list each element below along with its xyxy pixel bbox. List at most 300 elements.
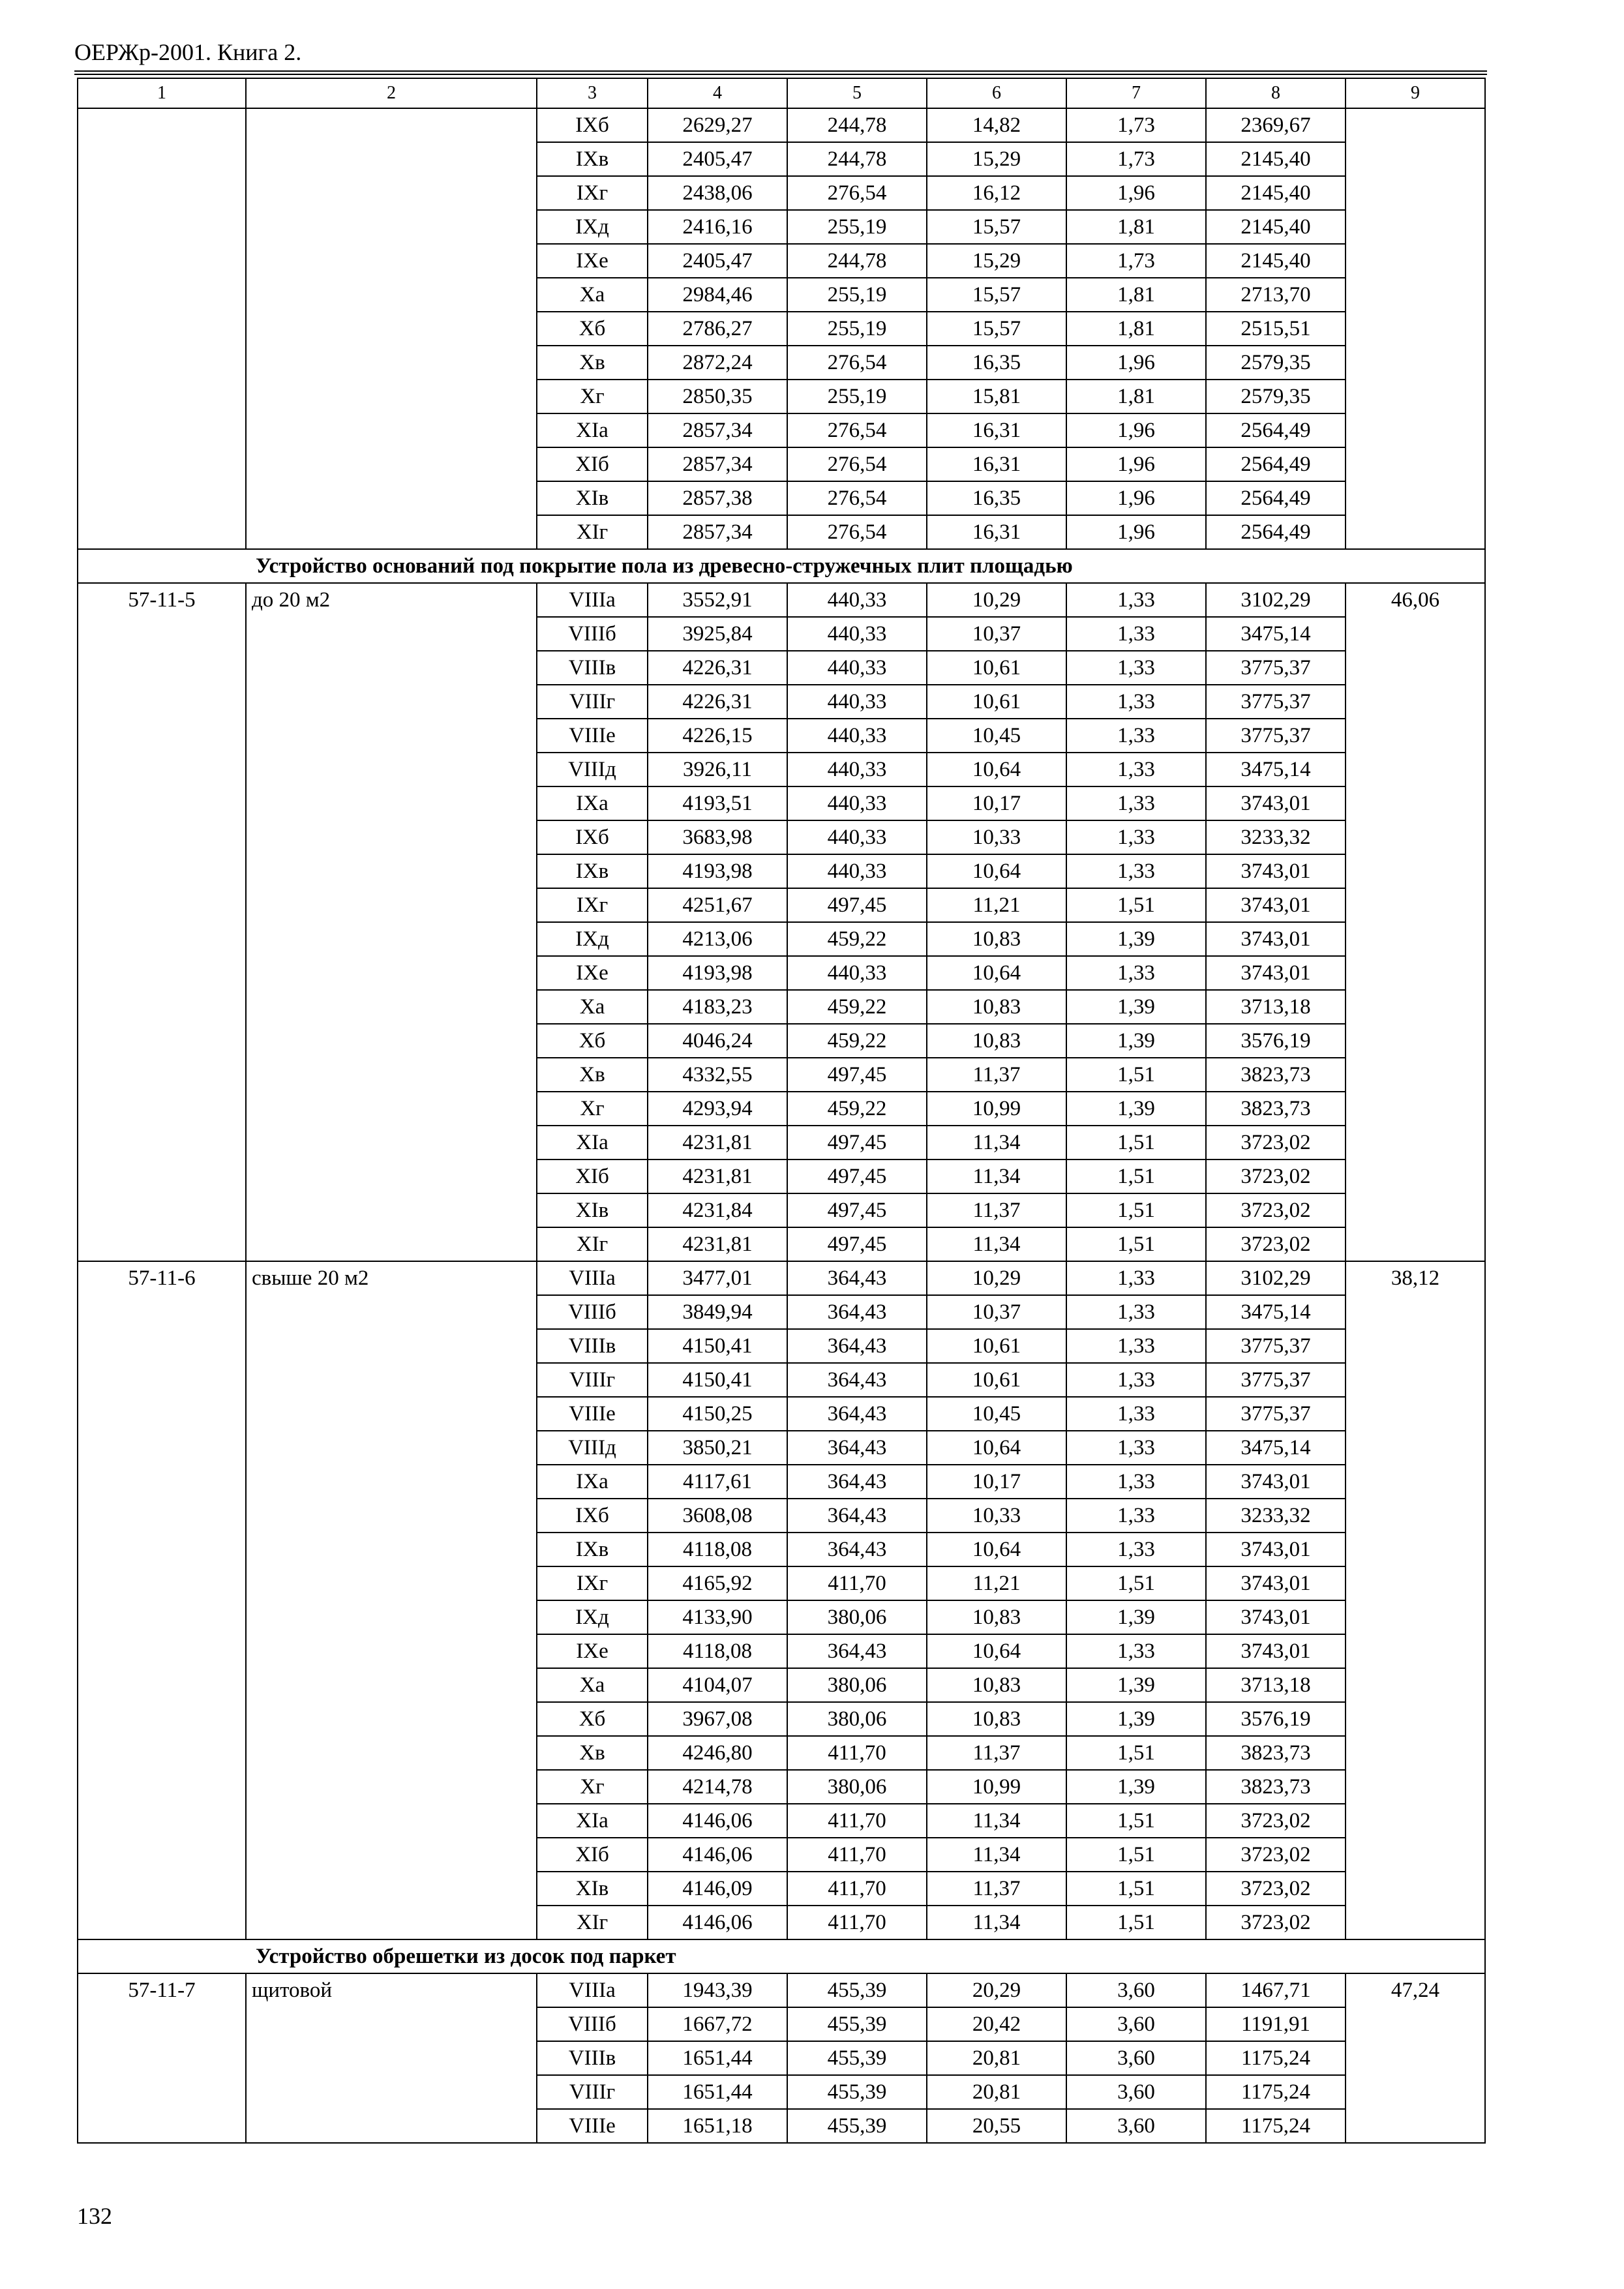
value-cell: IXд [537, 922, 648, 956]
col9-value-cell [1346, 108, 1485, 549]
value-cell: 4193,98 [648, 854, 787, 888]
value-cell: 380,06 [787, 1668, 927, 1702]
value-cell: 440,33 [787, 685, 927, 719]
value-cell: 15,29 [927, 142, 1066, 176]
value-cell: 497,45 [787, 1227, 927, 1261]
value-cell: 1,96 [1066, 176, 1206, 210]
value-cell: 3576,19 [1206, 1702, 1346, 1736]
value-cell: Xв [537, 346, 648, 380]
value-cell: 364,43 [787, 1431, 927, 1465]
work-description-cell: щитовой [246, 1973, 537, 2143]
table-row [78, 108, 1485, 142]
value-cell: 4146,09 [648, 1872, 787, 1906]
value-cell: 1,96 [1066, 346, 1206, 380]
value-cell: 4133,90 [648, 1600, 787, 1634]
value-cell: 4104,07 [648, 1668, 787, 1702]
value-cell: XIа [537, 1126, 648, 1159]
value-cell: 1,33 [1066, 1431, 1206, 1465]
value-cell: 411,70 [787, 1804, 927, 1838]
value-cell: IXд [537, 1600, 648, 1634]
value-cell: 4214,78 [648, 1770, 787, 1804]
value-cell: 3723,02 [1206, 1838, 1346, 1872]
value-cell: Xв [537, 1736, 648, 1770]
column-number-row [78, 78, 1485, 108]
value-cell: 1,39 [1066, 1668, 1206, 1702]
value-cell: XIб [537, 1838, 648, 1872]
value-cell: 3775,37 [1206, 651, 1346, 685]
value-cell: 255,19 [787, 278, 927, 312]
value-cell: 3823,73 [1206, 1770, 1346, 1804]
value-cell: 3775,37 [1206, 1397, 1346, 1431]
value-cell: 497,45 [787, 1159, 927, 1193]
value-cell: Xг [537, 380, 648, 413]
value-cell: 3849,94 [648, 1295, 787, 1329]
value-cell: 1,39 [1066, 1770, 1206, 1804]
value-cell: IXв [537, 1533, 648, 1566]
value-cell: 4150,25 [648, 1397, 787, 1431]
value-cell: 1175,24 [1206, 2041, 1346, 2075]
value-cell: 2857,38 [648, 481, 787, 515]
value-cell: 15,29 [927, 244, 1066, 278]
value-cell: 1,39 [1066, 990, 1206, 1024]
value-cell: Xв [537, 1058, 648, 1092]
column-number-cell: 1 [78, 78, 246, 108]
value-cell: VIIIа [537, 1973, 648, 2007]
value-cell: Xб [537, 312, 648, 346]
value-cell: 244,78 [787, 108, 927, 142]
value-cell: 2564,49 [1206, 515, 1346, 549]
value-cell: 1,39 [1066, 1024, 1206, 1058]
section-heading: Устройство оснований под покрытие пола из древесно-стружечных плит площадью [78, 549, 1485, 583]
value-cell: 14,82 [927, 108, 1066, 142]
value-cell: 1,39 [1066, 1702, 1206, 1736]
value-cell: VIIIг [537, 685, 648, 719]
value-cell: IXб [537, 820, 648, 854]
value-cell: 4231,81 [648, 1159, 787, 1193]
value-cell: Xб [537, 1024, 648, 1058]
value-cell: 497,45 [787, 888, 927, 922]
value-cell: 255,19 [787, 312, 927, 346]
value-cell: 440,33 [787, 651, 927, 685]
value-cell: 3713,18 [1206, 990, 1346, 1024]
value-cell: 3713,18 [1206, 1668, 1346, 1702]
value-cell: 276,54 [787, 413, 927, 447]
value-cell: 1,33 [1066, 651, 1206, 685]
value-cell: 1651,44 [648, 2075, 787, 2109]
value-cell: 440,33 [787, 786, 927, 820]
value-cell: 2857,34 [648, 447, 787, 481]
value-cell: 2438,06 [648, 176, 787, 210]
value-cell: 4193,98 [648, 956, 787, 990]
value-cell: 3475,14 [1206, 1431, 1346, 1465]
value-cell: 1,96 [1066, 481, 1206, 515]
value-cell: IXа [537, 786, 648, 820]
value-cell: Xа [537, 278, 648, 312]
column-number-cell: 7 [1066, 78, 1206, 108]
section-heading-row [78, 549, 1485, 583]
value-cell: XIа [537, 1804, 648, 1838]
value-cell: 2369,67 [1206, 108, 1346, 142]
value-cell: 1,51 [1066, 1126, 1206, 1159]
value-cell: 2857,34 [648, 413, 787, 447]
value-cell: 2145,40 [1206, 176, 1346, 210]
value-cell: 1,33 [1066, 1533, 1206, 1566]
section-heading: Устройство обрешетки из досок под паркет [78, 1939, 1485, 1973]
value-cell: 364,43 [787, 1634, 927, 1668]
rate-code-cell: 57-11-6 [78, 1261, 246, 1939]
table-row [78, 1973, 1485, 2007]
value-cell: 16,31 [927, 413, 1066, 447]
value-cell: 2405,47 [648, 244, 787, 278]
value-cell: 1,33 [1066, 1295, 1206, 1329]
value-cell: 2850,35 [648, 380, 787, 413]
value-cell: 3743,01 [1206, 922, 1346, 956]
value-cell: IXб [537, 108, 648, 142]
value-cell: 10,99 [927, 1092, 1066, 1126]
value-cell: 15,57 [927, 312, 1066, 346]
value-cell: 3,60 [1066, 2041, 1206, 2075]
value-cell: 1,96 [1066, 447, 1206, 481]
value-cell: Xб [537, 1702, 648, 1736]
value-cell: 10,83 [927, 990, 1066, 1024]
value-cell: 440,33 [787, 854, 927, 888]
value-cell: VIIIг [537, 1363, 648, 1397]
value-cell: IXе [537, 1634, 648, 1668]
value-cell: 2579,35 [1206, 346, 1346, 380]
value-cell: 364,43 [787, 1295, 927, 1329]
value-cell: 11,37 [927, 1736, 1066, 1770]
value-cell: 4150,41 [648, 1363, 787, 1397]
value-cell: 15,57 [927, 278, 1066, 312]
value-cell: 411,70 [787, 1736, 927, 1770]
value-cell: 4118,08 [648, 1533, 787, 1566]
value-cell: IXб [537, 1499, 648, 1533]
value-cell: Xа [537, 1668, 648, 1702]
value-cell: XIб [537, 1159, 648, 1193]
value-cell: 276,54 [787, 515, 927, 549]
value-cell: VIIIв [537, 651, 648, 685]
value-cell: 497,45 [787, 1126, 927, 1159]
value-cell: 1,33 [1066, 854, 1206, 888]
section-heading-row [78, 1939, 1485, 1973]
value-cell: 3775,37 [1206, 685, 1346, 719]
value-cell: 10,37 [927, 1295, 1066, 1329]
value-cell: IXв [537, 854, 648, 888]
value-cell: 1,51 [1066, 1838, 1206, 1872]
value-cell: 20,81 [927, 2075, 1066, 2109]
value-cell: 16,31 [927, 447, 1066, 481]
value-cell: 364,43 [787, 1499, 927, 1533]
value-cell: 10,29 [927, 583, 1066, 617]
value-cell: 1,81 [1066, 278, 1206, 312]
column-number-cell: 3 [537, 78, 648, 108]
value-cell: 1,33 [1066, 1634, 1206, 1668]
value-cell: 1,73 [1066, 108, 1206, 142]
value-cell: 10,83 [927, 922, 1066, 956]
value-cell: 1667,72 [648, 2007, 787, 2041]
value-cell: 455,39 [787, 2109, 927, 2143]
value-cell: 4231,84 [648, 1193, 787, 1227]
value-cell: 1,33 [1066, 1465, 1206, 1499]
column-number-cell: 4 [648, 78, 787, 108]
value-cell: 10,61 [927, 1329, 1066, 1363]
value-cell: 11,34 [927, 1227, 1066, 1261]
value-cell: 1,33 [1066, 1397, 1206, 1431]
value-cell: 15,57 [927, 210, 1066, 244]
value-cell: 3233,32 [1206, 820, 1346, 854]
value-cell: 11,37 [927, 1872, 1066, 1906]
value-cell: 364,43 [787, 1533, 927, 1566]
value-cell: XIг [537, 515, 648, 549]
value-cell: 3743,01 [1206, 854, 1346, 888]
value-cell: VIIIа [537, 1261, 648, 1295]
value-cell: 2145,40 [1206, 142, 1346, 176]
value-cell: 3,60 [1066, 2109, 1206, 2143]
value-cell: VIIIб [537, 617, 648, 651]
value-cell: 2564,49 [1206, 481, 1346, 515]
value-cell: 3,60 [1066, 2075, 1206, 2109]
value-cell: 4046,24 [648, 1024, 787, 1058]
value-cell: 2579,35 [1206, 380, 1346, 413]
value-cell: 2564,49 [1206, 413, 1346, 447]
value-cell: 4251,67 [648, 888, 787, 922]
value-cell: 11,34 [927, 1159, 1066, 1193]
value-cell: 3723,02 [1206, 1193, 1346, 1227]
value-cell: 4118,08 [648, 1634, 787, 1668]
value-cell: 1,81 [1066, 380, 1206, 413]
value-cell: 497,45 [787, 1193, 927, 1227]
value-cell: 1651,18 [648, 2109, 787, 2143]
value-cell: 20,81 [927, 2041, 1066, 2075]
value-cell: 4213,06 [648, 922, 787, 956]
value-cell: 455,39 [787, 2041, 927, 2075]
value-cell: 3967,08 [648, 1702, 787, 1736]
value-cell: 4183,23 [648, 990, 787, 1024]
value-cell: 3102,29 [1206, 583, 1346, 617]
rates-table [77, 78, 1486, 2144]
value-cell: 20,55 [927, 2109, 1066, 2143]
value-cell: XIг [537, 1906, 648, 1939]
value-cell: 4226,15 [648, 719, 787, 753]
value-cell: 276,54 [787, 176, 927, 210]
value-cell: 20,29 [927, 1973, 1066, 2007]
value-cell: VIIIб [537, 1295, 648, 1329]
value-cell: 3823,73 [1206, 1736, 1346, 1770]
value-cell: 3743,01 [1206, 786, 1346, 820]
value-cell: 3,60 [1066, 2007, 1206, 2041]
value-cell: 2515,51 [1206, 312, 1346, 346]
value-cell: 10,29 [927, 1261, 1066, 1295]
value-cell: 2416,16 [648, 210, 787, 244]
value-cell: 364,43 [787, 1363, 927, 1397]
value-cell: 1,33 [1066, 583, 1206, 617]
value-cell: 10,64 [927, 753, 1066, 786]
value-cell: 459,22 [787, 990, 927, 1024]
value-cell: XIв [537, 1193, 648, 1227]
value-cell: 2145,40 [1206, 210, 1346, 244]
value-cell: 1,33 [1066, 685, 1206, 719]
value-cell: 11,34 [927, 1838, 1066, 1872]
value-cell: 1,33 [1066, 719, 1206, 753]
column-number-cell: 2 [246, 78, 537, 108]
value-cell: 11,21 [927, 1566, 1066, 1600]
value-cell: 11,37 [927, 1058, 1066, 1092]
value-cell: 1,81 [1066, 312, 1206, 346]
value-cell: 10,61 [927, 651, 1066, 685]
value-cell: VIIIд [537, 753, 648, 786]
value-cell: 3233,32 [1206, 1499, 1346, 1533]
value-cell: Xг [537, 1770, 648, 1804]
value-cell: 3743,01 [1206, 1566, 1346, 1600]
value-cell: 3775,37 [1206, 719, 1346, 753]
value-cell: 3,60 [1066, 1973, 1206, 2007]
value-cell: XIв [537, 1872, 648, 1906]
value-cell: 3475,14 [1206, 617, 1346, 651]
value-cell: 1175,24 [1206, 2075, 1346, 2109]
value-cell: 1,73 [1066, 244, 1206, 278]
value-cell: 15,81 [927, 380, 1066, 413]
value-cell: 4150,41 [648, 1329, 787, 1363]
value-cell: 11,37 [927, 1193, 1066, 1227]
rate-code-cell: 57-11-5 [78, 583, 246, 1261]
value-cell: 1191,91 [1206, 2007, 1346, 2041]
work-description-cell [246, 108, 537, 549]
value-cell: 1,51 [1066, 888, 1206, 922]
value-cell: 1,33 [1066, 1499, 1206, 1533]
value-cell: 4246,80 [648, 1736, 787, 1770]
value-cell: IXв [537, 142, 648, 176]
value-cell: 10,64 [927, 854, 1066, 888]
value-cell: VIIIд [537, 1431, 648, 1465]
value-cell: 3823,73 [1206, 1058, 1346, 1092]
value-cell: 1467,71 [1206, 1973, 1346, 2007]
value-cell: 4226,31 [648, 651, 787, 685]
value-cell: 3743,01 [1206, 1465, 1346, 1499]
value-cell: XIа [537, 413, 648, 447]
value-cell: 455,39 [787, 2075, 927, 2109]
value-cell: 1651,44 [648, 2041, 787, 2075]
value-cell: VIIIв [537, 1329, 648, 1363]
rates-table-body [78, 78, 1485, 2143]
value-cell: IXг [537, 1566, 648, 1600]
value-cell: 455,39 [787, 2007, 927, 2041]
value-cell: 244,78 [787, 142, 927, 176]
document-title: ОЕРЖр-2001. Книга 2. [74, 39, 302, 65]
value-cell: 3743,01 [1206, 888, 1346, 922]
value-cell: 411,70 [787, 1566, 927, 1600]
value-cell: 2713,70 [1206, 278, 1346, 312]
value-cell: 3775,37 [1206, 1329, 1346, 1363]
value-cell: 2786,27 [648, 312, 787, 346]
value-cell: IXд [537, 210, 648, 244]
value-cell: 4231,81 [648, 1126, 787, 1159]
value-cell: 1,51 [1066, 1058, 1206, 1092]
value-cell: 364,43 [787, 1329, 927, 1363]
value-cell: 459,22 [787, 1092, 927, 1126]
value-cell: 4332,55 [648, 1058, 787, 1092]
value-cell: 11,34 [927, 1906, 1066, 1939]
value-cell: 3552,91 [648, 583, 787, 617]
value-cell: 3850,21 [648, 1431, 787, 1465]
value-cell: 1,33 [1066, 1261, 1206, 1295]
column-number-cell: 8 [1206, 78, 1346, 108]
value-cell: 255,19 [787, 380, 927, 413]
value-cell: VIIIа [537, 583, 648, 617]
value-cell: 411,70 [787, 1838, 927, 1872]
value-cell: Xг [537, 1092, 648, 1126]
value-cell: 16,31 [927, 515, 1066, 549]
value-cell: 1,33 [1066, 820, 1206, 854]
value-cell: 3723,02 [1206, 1872, 1346, 1906]
work-description-cell: свыше 20 м2 [246, 1261, 537, 1939]
value-cell: 3743,01 [1206, 1634, 1346, 1668]
value-cell: 1,33 [1066, 786, 1206, 820]
value-cell: 3743,01 [1206, 956, 1346, 990]
value-cell: 455,39 [787, 1973, 927, 2007]
value-cell: VIIIе [537, 2109, 648, 2143]
value-cell: 3477,01 [648, 1261, 787, 1295]
value-cell: 20,42 [927, 2007, 1066, 2041]
value-cell: 364,43 [787, 1397, 927, 1431]
value-cell: 3683,98 [648, 820, 787, 854]
value-cell: 10,99 [927, 1770, 1066, 1804]
value-cell: 10,83 [927, 1024, 1066, 1058]
value-cell: IXа [537, 1465, 648, 1499]
value-cell: 3823,73 [1206, 1092, 1346, 1126]
value-cell: 497,45 [787, 1058, 927, 1092]
value-cell: 2857,34 [648, 515, 787, 549]
value-cell: 4226,31 [648, 685, 787, 719]
value-cell: 255,19 [787, 210, 927, 244]
value-cell: 16,12 [927, 176, 1066, 210]
value-cell: IXг [537, 888, 648, 922]
value-cell: 276,54 [787, 346, 927, 380]
value-cell: 3475,14 [1206, 1295, 1346, 1329]
value-cell: 364,43 [787, 1261, 927, 1295]
value-cell: 10,61 [927, 1363, 1066, 1397]
value-cell: 16,35 [927, 346, 1066, 380]
value-cell: 2405,47 [648, 142, 787, 176]
value-cell: 10,83 [927, 1600, 1066, 1634]
value-cell: 3775,37 [1206, 1363, 1346, 1397]
value-cell: 3723,02 [1206, 1159, 1346, 1193]
value-cell: 276,54 [787, 447, 927, 481]
value-cell: VIIIе [537, 719, 648, 753]
value-cell: 10,64 [927, 956, 1066, 990]
value-cell: 3743,01 [1206, 1600, 1346, 1634]
value-cell: 10,83 [927, 1668, 1066, 1702]
value-cell: 4193,51 [648, 786, 787, 820]
value-cell: 440,33 [787, 820, 927, 854]
page-number: 132 [77, 2203, 112, 2229]
value-cell: 4146,06 [648, 1906, 787, 1939]
value-cell: 440,33 [787, 753, 927, 786]
value-cell: 16,35 [927, 481, 1066, 515]
value-cell: 364,43 [787, 1465, 927, 1499]
value-cell: 1,39 [1066, 922, 1206, 956]
col9-value-cell: 47,24 [1346, 1973, 1485, 2143]
rate-code-cell [78, 108, 246, 549]
value-cell: 276,54 [787, 481, 927, 515]
value-cell: 440,33 [787, 617, 927, 651]
value-cell: 2564,49 [1206, 447, 1346, 481]
value-cell: XIб [537, 447, 648, 481]
value-cell: 1,51 [1066, 1872, 1206, 1906]
value-cell: 1943,39 [648, 1973, 787, 2007]
value-cell: 440,33 [787, 956, 927, 990]
value-cell: 10,17 [927, 786, 1066, 820]
value-cell: 4293,94 [648, 1092, 787, 1126]
